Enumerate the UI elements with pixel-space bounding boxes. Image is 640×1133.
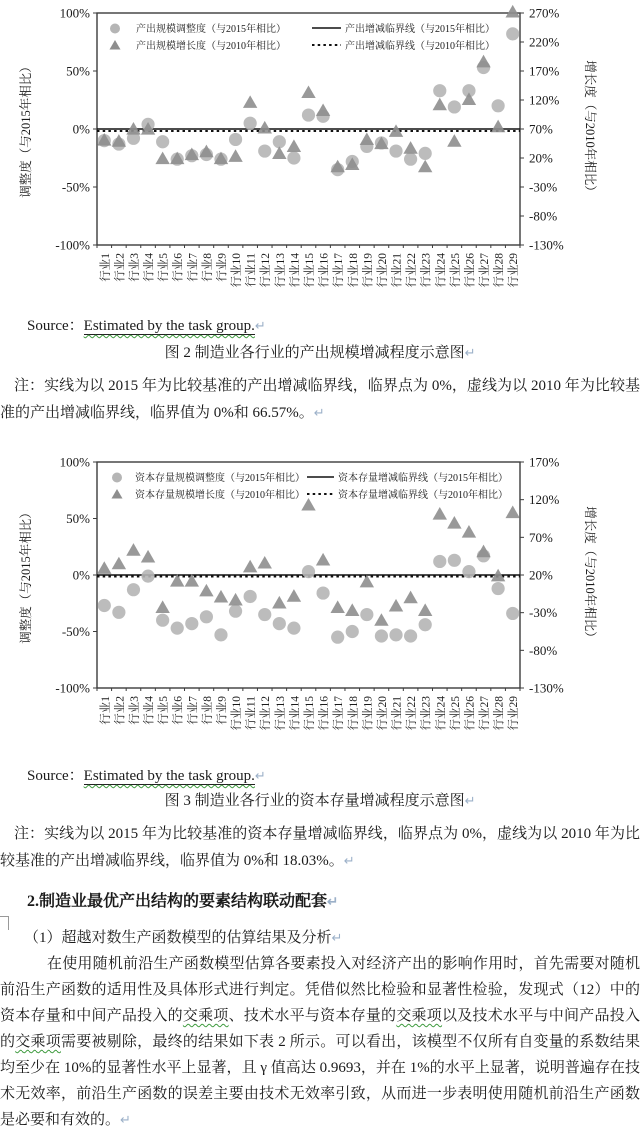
left-tick-label: 100%: [59, 5, 90, 21]
triangle-marker: [97, 561, 111, 574]
text-segment: Estimated by the task group.: [83, 318, 255, 334]
right-tick-label: 170%: [529, 63, 560, 79]
x-axis-label: 行业12: [260, 696, 273, 731]
x-axis-label: 行业14: [289, 253, 302, 288]
circle-marker: [244, 590, 257, 603]
triangle-marker: [272, 596, 286, 609]
x-axis-label: 行业20: [376, 253, 389, 288]
x-axis-label: 行业11: [245, 696, 258, 731]
x-axis-label: 行业15: [304, 253, 316, 288]
figure3-source-line: [27, 764, 266, 785]
circle-marker: [112, 606, 125, 619]
circle-marker: [200, 610, 213, 623]
triangle-marker: [345, 603, 359, 616]
paragraph-mark: ↵: [343, 854, 355, 868]
x-axis-label: 行业24: [435, 696, 448, 731]
x-axis-label: 行业5: [158, 696, 171, 725]
right-tick-label: 20%: [529, 150, 553, 166]
circle-marker: [375, 629, 388, 642]
circle-marker: [214, 628, 227, 641]
circle-marker: [156, 614, 169, 627]
legend-triangle-marker: [112, 489, 123, 499]
x-axis-label: 行业21: [391, 253, 404, 288]
left-tick-label: 50%: [66, 63, 90, 79]
triangle-marker: [287, 139, 301, 152]
circle-marker: [389, 628, 402, 641]
x-axis-label: 行业19: [362, 696, 375, 731]
x-axis-label: 行业10: [231, 253, 244, 288]
circle-marker: [331, 631, 344, 644]
paragraph-mark: ↵: [327, 894, 339, 909]
paragraph-mark: ↵: [120, 1113, 131, 1127]
legend-triangle-marker: [110, 40, 121, 50]
circle-marker: [404, 629, 417, 642]
text-segment: Source：: [27, 318, 84, 334]
text-segment: 交乘项: [182, 1008, 229, 1024]
left-tick-label: -50%: [61, 624, 90, 639]
triangle-marker: [403, 141, 417, 154]
x-axis-label: 行业19: [362, 253, 375, 288]
triangle-marker: [506, 505, 520, 518]
x-axis-label: 行业26: [464, 696, 477, 731]
x-axis-label: 行业25: [449, 696, 462, 731]
x-axis-label: 行业18: [347, 253, 360, 288]
right-tick-label: 120%: [529, 92, 560, 108]
left-tick-label: -100%: [55, 237, 90, 253]
text-segment: 交乘项: [15, 1034, 61, 1050]
circle-marker: [506, 607, 519, 620]
x-axis-label: 行业8: [201, 696, 214, 725]
right-tick-label: -80%: [529, 208, 558, 224]
right-axis-title: 增长度（与2010年相比）: [583, 506, 597, 644]
circle-marker: [156, 135, 169, 148]
legend-series-label: 产出规模增长度（与2010年相比）: [136, 41, 286, 52]
text-segment: 、技术水平与资本存量的: [228, 1008, 397, 1024]
x-axis-label: 行业21: [391, 696, 404, 731]
right-tick-label: 70%: [529, 121, 553, 137]
circle-marker: [141, 570, 154, 583]
left-tick-label: -50%: [61, 179, 90, 195]
x-axis-label: 行业6: [172, 696, 185, 725]
text-segment: 需要被剔除，最终的结果如下表 2 所示。可以看出，该模型不仅所有自变量的系数结果均至少在 10%的显著性水平上显著，且 γ 值高达 0.9693，并在 1%的水平上显著，说明普遍存在技术无效率，前沿生产函数的误差主要由技术无效率引致，从而进一步表明使用随机前沿生产函数是必要和有效的。: [0, 1034, 640, 1128]
triangle-marker: [447, 134, 461, 147]
x-axis-label: 行业17: [333, 696, 346, 731]
left-axis-title: 调整度（与2015年相比）: [19, 506, 33, 644]
text-segment: （1）超越对数生产函数模型的估算结果及分析: [24, 930, 332, 946]
right-tick-label: -80%: [529, 642, 558, 658]
triangle-marker: [389, 599, 403, 612]
x-axis-label: 行业3: [128, 253, 141, 282]
legend-line-label: 产出增减临界线（与2015年相比）: [345, 24, 495, 35]
figure2-note: [0, 373, 640, 427]
section-heading: [27, 888, 338, 911]
x-axis-label: 行业13: [274, 696, 287, 731]
figure2-source-line: [27, 314, 266, 335]
text-segment: 注：实线为以 2015 年为比较基准的资本存量增减临界线，临界点为 0%，虚线为以 2010 年为比较基准的产出增减临界线，临界值为 0%和 18.03%。: [0, 826, 640, 869]
circle-marker: [360, 608, 373, 621]
right-tick-label: 120%: [529, 492, 560, 508]
x-axis-label: 行业7: [187, 253, 200, 282]
circle-marker: [185, 617, 198, 630]
legend-series-label: 资本存量规模调整度（与2015年相比）: [135, 473, 305, 484]
triangle-marker: [301, 85, 315, 98]
circle-marker: [433, 84, 446, 97]
triangle-marker: [316, 553, 330, 566]
triangle-marker: [287, 589, 301, 602]
x-axis-label: 行业27: [479, 696, 492, 731]
circle-marker: [316, 586, 329, 599]
x-axis-label: 行业1: [99, 696, 112, 725]
circle-marker: [462, 565, 475, 578]
circle-marker: [244, 117, 257, 130]
triangle-marker: [476, 545, 490, 558]
left-tick-label: 0%: [72, 567, 90, 583]
triangle-marker: [403, 591, 417, 604]
figure2-caption: [0, 341, 640, 362]
triangle-marker: [258, 121, 272, 134]
x-axis-label: 行业29: [508, 253, 521, 288]
circle-marker: [273, 617, 286, 630]
legend-series-label: 产出规模调整度（与2015年相比）: [136, 24, 286, 35]
triangle-marker: [374, 613, 388, 626]
circle-marker: [419, 618, 432, 631]
text-segment: 在使用随机前沿生产函数模型估算各要素投入对经济产出的影响作用时，首先需要对随机前沿生产函数的适用性及具体形式进行判定。凭借似然比检验和显著性检验，发现式（12）中的资本存量和中间产品投入的: [0, 956, 640, 1024]
x-axis-label: 行业17: [333, 253, 346, 288]
circle-marker: [98, 599, 111, 612]
margin-artifact: [0, 916, 9, 930]
circle-marker: [229, 605, 242, 618]
circle-marker: [492, 582, 505, 595]
figure3-capital-stock-scatter-chart: [0, 450, 640, 750]
circle-marker: [433, 555, 446, 568]
x-axis-label: 行业9: [216, 696, 229, 725]
x-axis-label: 行业6: [172, 253, 185, 282]
triangle-marker: [258, 556, 272, 569]
triangle-marker: [126, 543, 140, 556]
triangle-marker: [360, 132, 374, 145]
legend-circle-marker: [112, 473, 122, 483]
triangle-marker: [506, 5, 520, 18]
circle-marker: [287, 622, 300, 635]
x-axis-label: 行业27: [479, 253, 492, 288]
triangle-marker: [462, 525, 476, 538]
x-axis-label: 行业5: [158, 253, 171, 282]
triangle-marker: [112, 557, 126, 570]
right-tick-label: -30%: [529, 605, 558, 621]
text-segment: 以及技术水平与中间产品投入的: [0, 1008, 640, 1050]
x-axis-label: 行业23: [420, 253, 433, 288]
left-tick-label: 100%: [59, 454, 90, 470]
text-segment: 图 2 制造业各行业的产出规模增减程度示意图: [164, 345, 465, 361]
triangle-marker: [243, 95, 257, 108]
circle-marker: [258, 608, 271, 621]
x-axis-label: 行业28: [493, 253, 506, 288]
x-axis-label: 行业2: [114, 253, 127, 282]
circle-marker: [287, 151, 300, 164]
circle-marker: [492, 99, 505, 112]
triangle-marker: [316, 103, 330, 116]
paragraph-mark: ↵: [313, 406, 325, 420]
triangle-marker: [155, 600, 169, 613]
circle-marker: [419, 147, 432, 160]
x-axis-label: 行业12: [260, 253, 273, 288]
right-tick-label: 170%: [529, 454, 560, 470]
x-axis-label: 行业14: [289, 696, 302, 731]
triangle-marker: [433, 507, 447, 520]
triangle-marker: [272, 146, 286, 159]
triangle-marker: [228, 593, 242, 606]
x-axis-label: 行业4: [143, 253, 156, 282]
legend-circle-marker: [110, 24, 120, 34]
circle-marker: [229, 133, 242, 146]
triangle-marker: [433, 98, 447, 111]
left-tick-label: -100%: [55, 680, 90, 696]
right-tick-label: 20%: [529, 567, 553, 583]
right-tick-label: 270%: [529, 5, 560, 21]
circle-marker: [302, 108, 315, 121]
subsection-heading: [24, 926, 342, 947]
paragraph-mark: ↵: [254, 769, 266, 783]
triangle-marker: [418, 160, 432, 173]
x-axis-label: 行业9: [216, 253, 229, 282]
paragraph-mark: ↵: [254, 319, 266, 333]
circle-marker: [171, 622, 184, 635]
x-axis-label: 行业16: [318, 696, 331, 731]
right-tick-label: -130%: [529, 680, 564, 696]
x-axis-label: 行业2: [114, 696, 127, 725]
circle-marker: [389, 144, 402, 157]
circle-marker: [448, 554, 461, 567]
left-tick-label: 0%: [72, 121, 90, 137]
x-axis-label: 行业25: [449, 253, 462, 288]
triangle-marker: [447, 516, 461, 529]
x-axis-label: 行业26: [464, 253, 477, 288]
x-axis-label: 行业23: [420, 696, 433, 731]
triangle-marker: [199, 584, 213, 597]
triangle-marker: [476, 55, 490, 68]
x-axis-label: 行业16: [318, 253, 331, 288]
right-axis-title: 增长度（与2010年相比）: [583, 60, 597, 198]
text-segment: Source：: [27, 768, 84, 784]
triangle-marker: [214, 590, 228, 603]
legend-line-label: 资本存量增减临界线（与2015年相比）: [338, 473, 508, 484]
x-axis-label: 行业24: [435, 253, 448, 288]
x-axis-label: 行业22: [406, 696, 419, 731]
text-segment: 注：实线为以 2015 年为比较基准的产出增减临界线，临界点为 0%，虚线为以 2010 年为比较基准的产出增减临界线，临界值为 0%和 66.57%。: [0, 378, 640, 421]
x-axis-label: 行业20: [376, 696, 389, 731]
x-axis-label: 行业28: [493, 696, 506, 731]
x-axis-label: 行业4: [143, 696, 156, 725]
x-axis-label: 行业15: [304, 696, 316, 731]
body-paragraph: [0, 951, 640, 1133]
circle-marker: [258, 144, 271, 157]
triangle-marker: [228, 149, 242, 162]
x-axis-label: 行业29: [508, 696, 521, 731]
circle-marker: [346, 625, 359, 638]
x-axis-label: 行业1: [99, 253, 112, 282]
left-axis-title: 调整度（与2015年相比）: [19, 60, 33, 198]
x-axis-label: 行业22: [406, 253, 419, 288]
right-tick-label: -130%: [529, 237, 564, 253]
triangle-marker: [155, 152, 169, 165]
paragraph-mark: ↵: [464, 794, 476, 808]
right-tick-label: 70%: [529, 529, 553, 545]
right-tick-label: 220%: [529, 34, 560, 50]
circle-marker: [506, 27, 519, 40]
x-axis-label: 行业8: [201, 253, 214, 282]
left-tick-label: 50%: [66, 511, 90, 526]
triangle-marker: [491, 120, 505, 133]
figure3-note: [0, 821, 640, 875]
legend-line-label: 资本存量增减临界线（与2010年相比）: [338, 490, 508, 501]
figure2-output-scale-scatter-chart: [0, 0, 640, 312]
triangle-marker: [418, 603, 432, 616]
paragraph-mark: ↵: [464, 346, 476, 360]
x-axis-label: 行业10: [231, 696, 244, 731]
triangle-marker: [330, 600, 344, 613]
triangle-marker: [243, 560, 257, 573]
text-segment: 图 3 制造业各行业的资本存量增减程度示意图: [164, 793, 465, 809]
x-axis-label: 行业18: [347, 696, 360, 731]
figure3-caption: [0, 789, 640, 810]
triangle-marker: [141, 550, 155, 563]
x-axis-label: 行业7: [187, 696, 200, 725]
circle-marker: [448, 100, 461, 113]
paragraph-mark: ↵: [331, 931, 343, 945]
circle-marker: [302, 565, 315, 578]
x-axis-label: 行业13: [274, 253, 287, 288]
triangle-marker: [185, 574, 199, 587]
x-axis-label: 行业3: [128, 696, 141, 725]
circle-marker: [404, 153, 417, 166]
legend-series-label: 资本存量规模增长度（与2010年相比）: [135, 490, 305, 501]
text-segment: 2.制造业最优产出结构的要素结构联动配套: [27, 893, 328, 910]
right-tick-label: -30%: [529, 179, 558, 195]
text-segment: Estimated by the task group.: [83, 768, 255, 784]
text-segment: 交乘项: [396, 1008, 443, 1024]
x-axis-label: 行业11: [245, 252, 258, 288]
legend-line-label: 产出增减临界线（与2010年相比）: [345, 41, 495, 52]
circle-marker: [127, 583, 140, 596]
